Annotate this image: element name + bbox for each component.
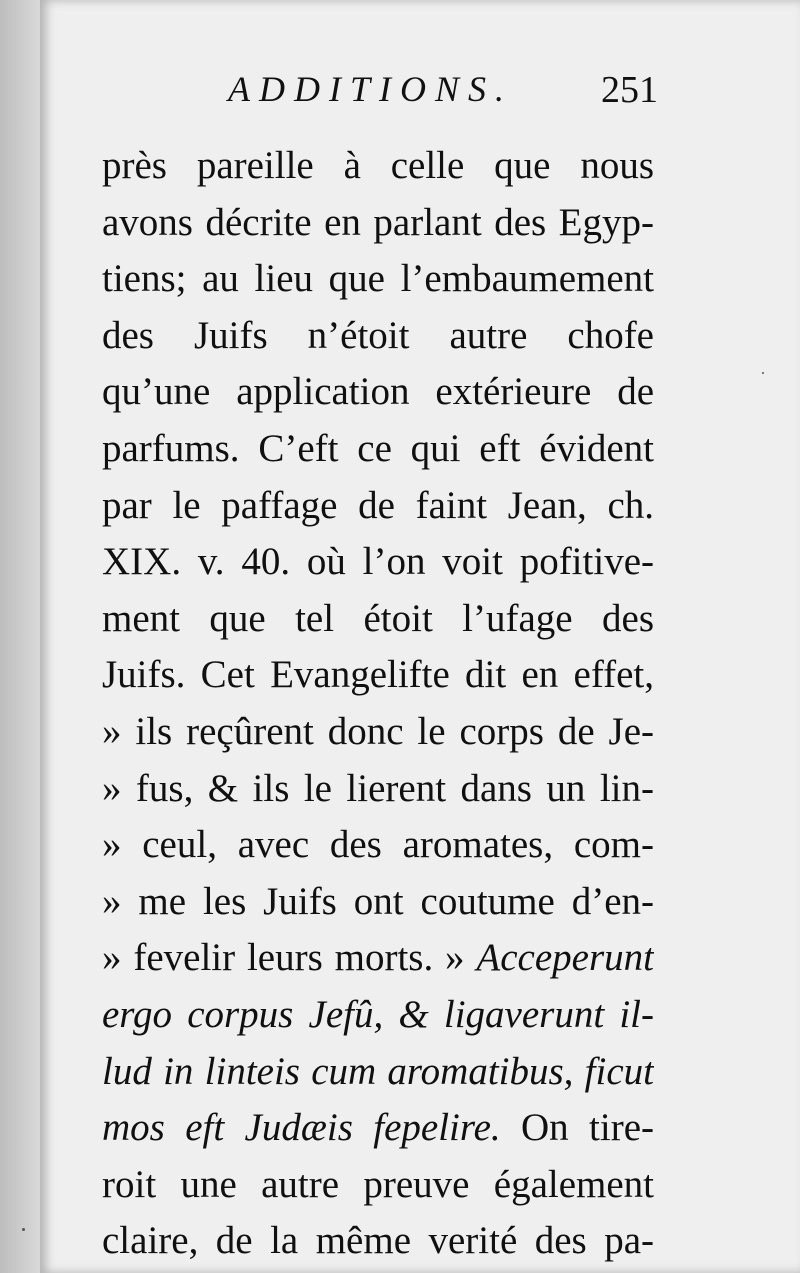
latin-quote-segment: lud in linteis cum aromatibus, ficut	[102, 1049, 654, 1093]
paper-speck	[22, 1228, 25, 1231]
text-segment: Juifs. Cet Evangelifte dit en effet,	[102, 653, 654, 697]
text-segment: claire, de la même verité des pa-	[102, 1219, 654, 1263]
running-title: ADDITIONS.	[228, 69, 513, 109]
text-segment: parfums. C’eft ce qui eft évident	[102, 426, 654, 470]
text-segment: qu’une application extérieure de	[102, 370, 654, 414]
text-line	[102, 251, 654, 308]
text-segment: ment que tel étoit l’ufage des	[102, 596, 654, 640]
paper-speck	[762, 372, 764, 374]
text-segment: XIX. v. 40. où l’on voit pofitive-	[102, 540, 654, 584]
text-line	[102, 195, 654, 252]
text-line	[102, 704, 654, 761]
text-line	[102, 930, 654, 987]
text-segment: avons décrite en parlant des Egyp-	[102, 200, 654, 244]
latin-quote-segment: ergo corpus Jefû, & ligaverunt il-	[102, 992, 654, 1036]
text-line	[102, 421, 654, 478]
text-line	[102, 364, 654, 421]
text-line	[102, 1044, 654, 1101]
text-segment: » ils reçûrent donc le corps de Je-	[102, 709, 654, 753]
text-line	[102, 817, 654, 874]
text-line	[102, 761, 654, 818]
page-number: 251	[601, 69, 658, 111]
text-line	[102, 1100, 654, 1157]
text-line	[102, 874, 654, 931]
text-segment: par le paffage de faint Jean, ch.	[102, 483, 654, 527]
book-gutter	[0, 0, 40, 1273]
latin-quote-segment: mos eft Judæis fepelire.	[102, 1106, 501, 1150]
text-line	[102, 591, 654, 648]
text-line	[102, 138, 654, 195]
text-segment: des Juifs n’étoit autre chofe	[102, 313, 654, 357]
text-segment: On tire-	[500, 1106, 654, 1150]
text-line	[102, 987, 654, 1044]
body-text	[102, 138, 654, 1270]
text-line	[102, 647, 654, 704]
text-segment: » fus, & ils le lierent dans un lin-	[102, 766, 654, 810]
page-header	[228, 68, 658, 128]
text-line	[102, 1213, 654, 1270]
text-segment: » me les Juifs ont coutume d’en-	[102, 879, 654, 923]
text-segment: » ceul, avec des aromates, com-	[102, 823, 654, 867]
text-segment: près pareille à celle que nous	[102, 144, 654, 187]
text-segment: » fevelir leurs morts. »	[102, 936, 477, 980]
latin-quote-segment: Acceperunt	[476, 936, 654, 980]
text-line	[102, 478, 654, 535]
text-segment: roit une autre preuve également	[102, 1162, 654, 1206]
text-line	[102, 534, 654, 591]
text-line	[102, 308, 654, 365]
text-line	[102, 1157, 654, 1214]
text-segment: tiens; au lieu que l’embaumement	[102, 257, 654, 301]
